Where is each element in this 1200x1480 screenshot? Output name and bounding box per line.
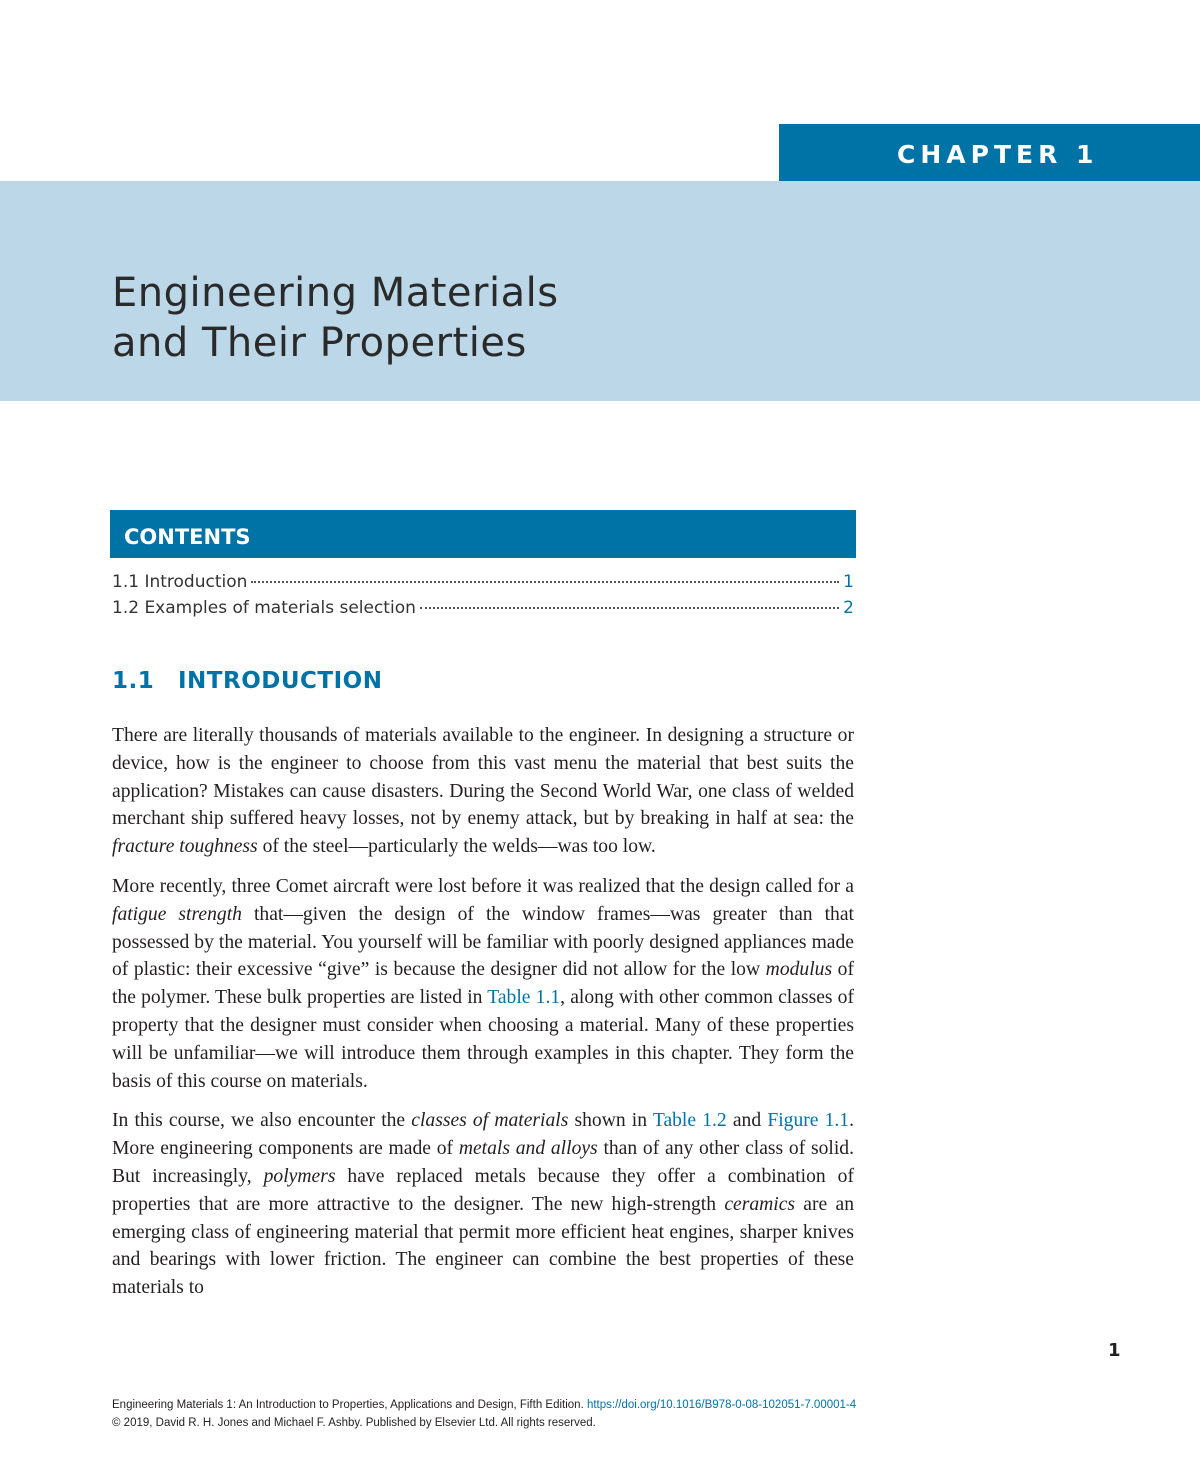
text-run: More recently, three Comet aircraft were lost before it was realized that the design called for a [112,875,854,897]
footer-citation-line [112,1396,1112,1414]
emphasis-metals-and-alloys: metals and alloys [458,1138,598,1160]
emphasis-fracture-toughness: fracture toughness [112,836,258,858]
page-number: 1 [1108,1340,1121,1361]
toc-leader [420,607,839,609]
toc-entry-label[interactable]: 1.2 Examples of materials selection [112,598,416,618]
text-run: and [726,1110,768,1132]
table-1-2-link[interactable]: Table 1.2 [652,1110,727,1132]
paragraph-3 [112,1107,854,1302]
contents-heading: CONTENTS [110,510,856,558]
table-1-1-link[interactable]: Table 1.1 [487,987,561,1009]
section-number: 1.1 [112,668,155,694]
text-run: In this course, we also encounter the [112,1110,412,1132]
table-of-contents [112,572,854,624]
text-run: There are literally thousands of materials available to the engineer. In designing a structure or device, how is the engineer to choose from this vast menu the material that best suits the application? Mistakes can cause disasters. During the Second World War, one class of welded merchant ship suffered heavy losses, not by enemy attack, but by breaking in half at sea: the [112,725,854,830]
emphasis-modulus: modulus [765,959,833,981]
text-run: are an emerging class of engineering material that permit more efficient heat engines, sharper knives and bearings with lower friction. The engineer can combine the best properties of these materials to [112,1193,854,1299]
chapter-label: CHAPTER 1 [779,124,1200,182]
emphasis-polymers: polymers [263,1165,336,1187]
doi-link[interactable]: https://doi.org/10.1016/B978-0-08-102051-7.00001-4 [586,1399,857,1411]
footer [112,1396,1112,1432]
toc-entry-label[interactable]: 1.1 Introduction [112,572,248,592]
footer-copyright: © 2019, David R. H. Jones and Michael F. Ashby. Published by Elsevier Ltd. All rights reserved. [112,1417,596,1429]
text-run: . More engineering components are made of [112,1110,855,1160]
paragraph-1 [112,722,854,861]
body-text [112,722,854,1314]
toc-entry-page[interactable]: 1 [843,572,854,592]
paragraph-2 [112,873,854,1095]
toc-entry[interactable] [112,572,854,598]
section-heading [112,668,382,694]
toc-leader [251,581,839,583]
text-run: , along with other common classes of property that the designer must consider when choosing a material. Many of these properties will be unfamiliar—we will introduce them through examples in this chapter. They form the basis of this course on materials. [112,987,855,1092]
text-run: of the steel—particularly the welds—was too low. [257,836,656,858]
text-run: that—given the design of the window frames—was greater than that possessed by the material. You yourself will be familiar with poorly designed appliances made of plastic: their excessive “give” is because the designer did not allow for the low [112,903,854,981]
text-run: shown in [568,1110,653,1132]
chapter-title-line-2: and Their Properties [112,320,527,366]
emphasis-fatigue-strength: fatigue strength [112,903,242,925]
emphasis-ceramics: ceramics [724,1193,796,1215]
section-title: INTRODUCTION [178,668,383,694]
footer-citation: Engineering Materials 1: An Introduction to Properties, Applications and Design, Fifth Edition. [112,1399,587,1411]
text-run: of the polymer. These bulk properties are listed in [112,959,854,1009]
text-run: have replaced metals because they offer a combination of properties that are more attractive to the designer. The new high-strength [112,1165,854,1215]
emphasis-classes-of-materials: classes of materials [411,1110,569,1132]
chapter-title-line-1: Engineering Materials [112,270,559,316]
text-run: than of any other class of solid. But increasingly, [112,1138,854,1187]
toc-entry[interactable] [112,598,854,624]
chapter-title [112,268,559,368]
toc-entry-page[interactable]: 2 [843,598,854,618]
figure-1-1-link[interactable]: Figure 1.1 [767,1110,850,1132]
